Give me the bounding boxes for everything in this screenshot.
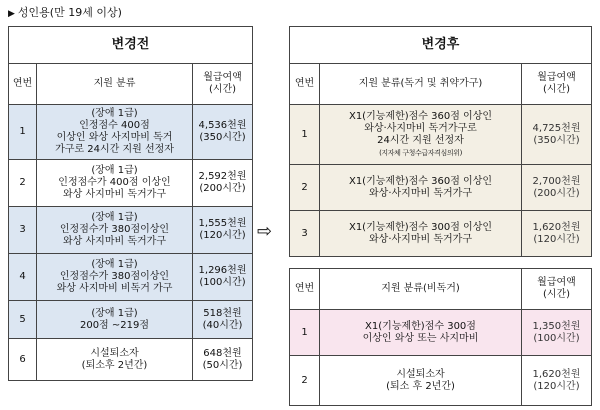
text-line: 24시간 지원 선정자 [377, 134, 464, 146]
text-line: (120시간) [533, 380, 580, 392]
header-no: 연번 [290, 269, 320, 310]
after-table-title: 변경후 [290, 27, 592, 64]
table-row [290, 211, 592, 257]
section-heading-text: 성인용(만 19세 이상) [17, 6, 122, 19]
text-line: X1(기능제한)점수 360점 이상인 [348, 175, 493, 187]
row-no: 2 [9, 160, 37, 207]
text-line: 1,350천원 [532, 320, 581, 332]
table-row [290, 165, 592, 211]
text-line: (장애 1급) [91, 108, 138, 119]
row-category [37, 105, 193, 160]
row-amount [522, 310, 592, 356]
row-amount [193, 160, 253, 207]
text-line: (장애 1급) [91, 165, 138, 176]
row-category [37, 301, 193, 339]
text-line: 518천원 [203, 307, 242, 319]
text-line: 이상인 와상 사지마비 독거 [56, 132, 173, 143]
text-line: 시설퇴소자 [90, 347, 139, 359]
row-no: 1 [290, 310, 320, 356]
text-line: (퇴소후 2년간) [81, 359, 148, 371]
row-category [37, 339, 193, 381]
text-line: 인정점수 400점 [79, 120, 150, 131]
text-line: X1(기능제한)점수 300점 이상인 [348, 221, 493, 233]
table-row [290, 105, 592, 165]
text-line: 시설퇴소자 [396, 368, 445, 380]
row-no: 6 [9, 339, 37, 381]
header-no: 연번 [290, 64, 320, 105]
text-line: 인정점수가 400점 이상인 [58, 177, 171, 188]
non-alone-table [289, 268, 592, 406]
header-amount [522, 64, 592, 105]
before-table [8, 26, 253, 381]
row-category [37, 254, 193, 301]
row-amount [193, 254, 253, 301]
table-row [9, 339, 253, 381]
row-amount [522, 356, 592, 406]
row-amount [193, 207, 253, 254]
row-category [320, 165, 522, 211]
text-line: 월급여액 [203, 72, 242, 83]
text-line: (200시간) [199, 183, 246, 194]
row-no: 3 [290, 211, 320, 257]
text-line: 월급여액 [537, 277, 576, 288]
text-line: (시간) [542, 289, 571, 300]
text-line: 와상 사지마비 비독거 가구 [56, 283, 173, 294]
header-amount [522, 269, 592, 310]
row-no: 1 [9, 105, 37, 160]
header-no: 연번 [9, 64, 37, 105]
row-amount [193, 301, 253, 339]
row-note: (지자체 구청수급자격심의위) [379, 148, 462, 157]
text-line: 와상 사지마비 독거가구 [63, 189, 166, 200]
table-row [290, 310, 592, 356]
header-category: 지원 분류 [37, 64, 193, 105]
text-line: (40시간) [202, 319, 243, 331]
text-line: (120시간) [199, 230, 246, 241]
text-line: 와상·사지마비 독거가구 [369, 233, 472, 245]
row-amount [522, 211, 592, 257]
text-line: (100시간) [533, 332, 580, 344]
table-row [9, 301, 253, 339]
after-table [289, 26, 592, 257]
table-row [9, 254, 253, 301]
text-line: (시간) [208, 84, 237, 95]
text-line: (200시간) [533, 187, 580, 199]
text-line: (100시간) [199, 277, 246, 288]
text-line: 1,620천원 [532, 221, 581, 233]
text-line: (장애 1급) [91, 307, 138, 319]
text-line: (퇴소 후 2년간) [386, 380, 455, 392]
text-line: 1,620천원 [532, 368, 581, 380]
text-line: 1,555천원 [198, 218, 247, 229]
text-line: (350시간) [199, 132, 246, 143]
row-amount [522, 105, 592, 165]
table-row [9, 207, 253, 254]
row-category [37, 207, 193, 254]
text-line: X1(기능제한)점수 300점 [365, 320, 476, 332]
table-row [9, 105, 253, 160]
text-line: 200점 ~219점 [79, 319, 150, 331]
table-row [9, 160, 253, 207]
text-line: (350시간) [533, 134, 580, 146]
row-category [37, 160, 193, 207]
text-line: 이상인 와상 또는 사지마비 [362, 332, 479, 344]
text-line: 4,536천원 [198, 120, 247, 131]
text-line: 1,296천원 [198, 265, 247, 276]
section-heading [8, 4, 122, 20]
text-line: 가구로 24시간 지원 선정자 [55, 144, 174, 155]
arrow-right-icon: ⇨ [257, 221, 273, 242]
text-line: 2,700천원 [532, 175, 581, 187]
row-category [320, 211, 522, 257]
row-no: 3 [9, 207, 37, 254]
row-amount [193, 339, 253, 381]
text-line: (장애 1급) [91, 212, 138, 223]
row-amount [193, 105, 253, 160]
row-no: 4 [9, 254, 37, 301]
text-line: 648천원 [203, 347, 242, 359]
row-amount [522, 165, 592, 211]
text-line: 와상 사지마비 독거가구 [63, 236, 166, 247]
row-no: 2 [290, 356, 320, 406]
header-amount [193, 64, 253, 105]
header-category: 지원 분류(비독거) [320, 269, 522, 310]
text-line: 와상·사지마비 독거가구 [369, 187, 472, 199]
text-line: X1(기능제한)점수 360점 이상인 [348, 110, 493, 122]
text-line: (120시간) [533, 233, 580, 245]
row-no: 1 [290, 105, 320, 165]
row-category [320, 356, 522, 406]
row-category [320, 105, 522, 165]
row-category [320, 310, 522, 356]
text-line: 4,725천원 [532, 122, 581, 134]
header-category: 지원 분류(독거 및 취약가구) [320, 64, 522, 105]
text-line: 월급여액 [537, 72, 576, 83]
before-table-title: 변경전 [9, 27, 253, 64]
text-line: 2,592천원 [198, 171, 247, 182]
table-row [290, 356, 592, 406]
text-line: (시간) [542, 84, 571, 95]
row-no: 5 [9, 301, 37, 339]
triangle-bullet-icon: ▶ [8, 9, 15, 19]
row-no: 2 [290, 165, 320, 211]
text-line: (장애 1급) [91, 259, 138, 270]
text-line: (50시간) [202, 359, 243, 371]
text-line: 와상·사지마비 독거가구로 [364, 122, 477, 134]
text-line: 인정점수가 380점이상인 [59, 271, 170, 282]
text-line: 인정점수가 380점이상인 [59, 224, 170, 235]
